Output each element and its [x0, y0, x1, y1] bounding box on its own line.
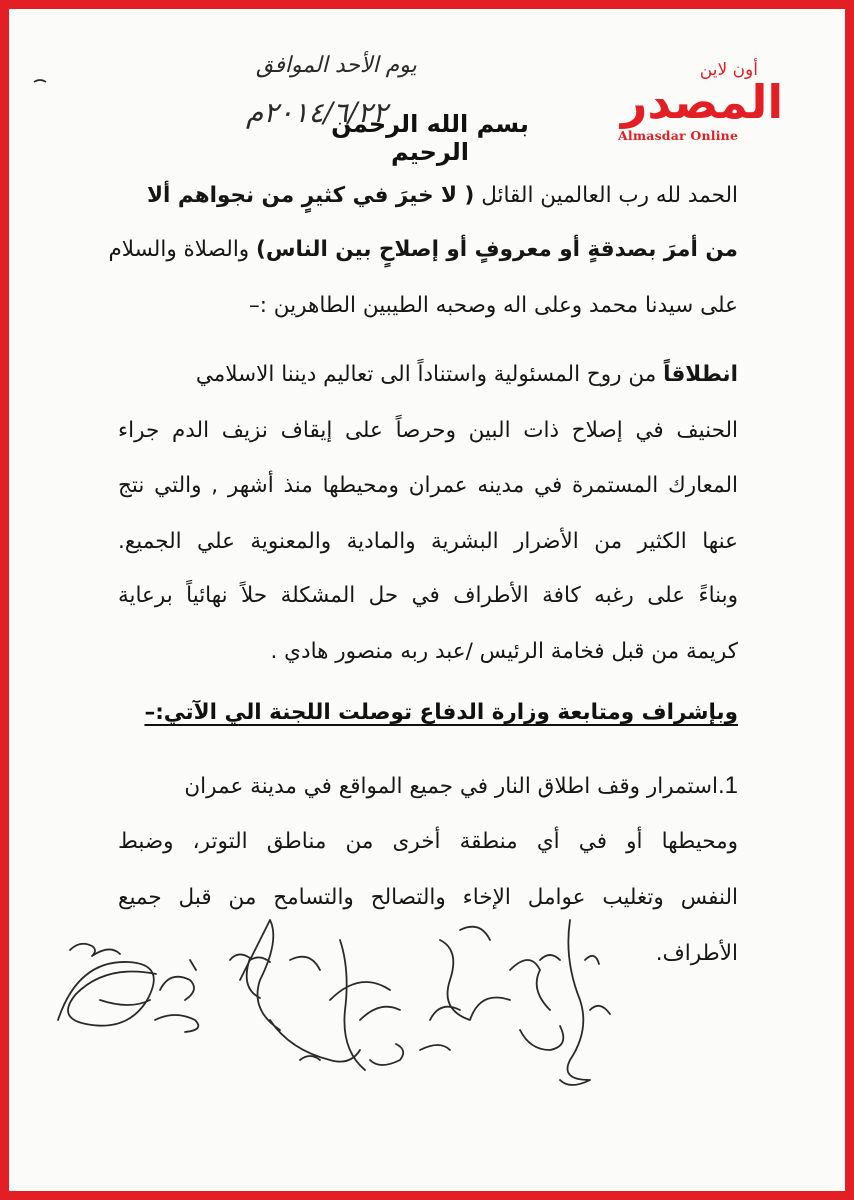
para-line-2: الحنيف في إصلاح ذات البين وحرصاً على إيقاف نزيف الدم جراء — [118, 418, 738, 443]
intro-line-3: على سيدنا محمد وعلى اله وصحبه الطيبين الطاهرين :– — [248, 293, 738, 318]
handwritten-day: يوم الأحد الموافق — [256, 53, 417, 78]
item-1-line-2: ومحيطها أو في أي منطقة أخرى من مناطق التوتر، وضبط — [118, 829, 738, 854]
signature-7 — [560, 920, 610, 1085]
item-1-number: 1. — [717, 772, 738, 799]
logo-mark-icon — [616, 75, 788, 129]
almasdar-logo — [612, 60, 792, 150]
signature-6 — [510, 955, 563, 1050]
signatures-area — [40, 900, 620, 1130]
para-line-1: انطلاقاً من روح المسئولية واستناداً الى تعاليم ديننا الاسلامي — [195, 362, 738, 387]
signature-1 — [58, 944, 156, 1026]
signature-4 — [330, 940, 403, 1070]
logo-latin-text: Almasdar Online — [618, 128, 739, 143]
para-line-4: عنها الكثير من الأضرار البشرية والمادية والمعنوية علي الجميع. — [118, 529, 738, 554]
logo-online-label: أون لاين — [699, 60, 758, 80]
intro-line-2: من أمرَ بصدقةٍ أو معروفٍ أو إصلاحٍ بين الناس) والصلاة والسلام — [108, 237, 738, 262]
logo-main-text: المصدر — [620, 75, 784, 129]
item-1-line-3: النفس وتغليب عوامل الإخاء والتصالح والتسامح من قبل جميع — [118, 885, 738, 910]
basmala-title: بسم الله الرحمن الرحيم — [331, 110, 529, 166]
item-1-line-1: 1.استمرار وقف اطلاق النار في جميع المواقع في مدينة عمران — [184, 772, 738, 799]
signature-5 — [420, 927, 510, 1050]
intro-line-1: الحمد لله رب العالمين القائل ( لا خيرَ في كثيرٍ من نجواهم ألا — [147, 183, 738, 208]
para-line-5: وبناءً على رغبه كافة الأطراف في حل المشكلة حلاً نهائياً برعاية — [118, 583, 738, 608]
item-1-line-4: الأطراف. — [655, 941, 738, 966]
handwritten-date — [24, 38, 417, 138]
section-heading: وبإشراف ومتابعة وزارة الدفاع توصلت اللجنة الي الآتي:– — [144, 700, 738, 725]
para-line-6: كريمة من قبل فخامة الرئيس /عبد ربه منصور هادي . — [270, 639, 738, 664]
para-line-3: المعارك المستمرة في مدينه عمران ومحيطها منذ أشهر , والتي نتج — [118, 473, 738, 498]
signature-2 — [155, 954, 270, 1032]
handwritten-date-value: ٢٠١٤/٦/٢٢م — [246, 96, 388, 129]
